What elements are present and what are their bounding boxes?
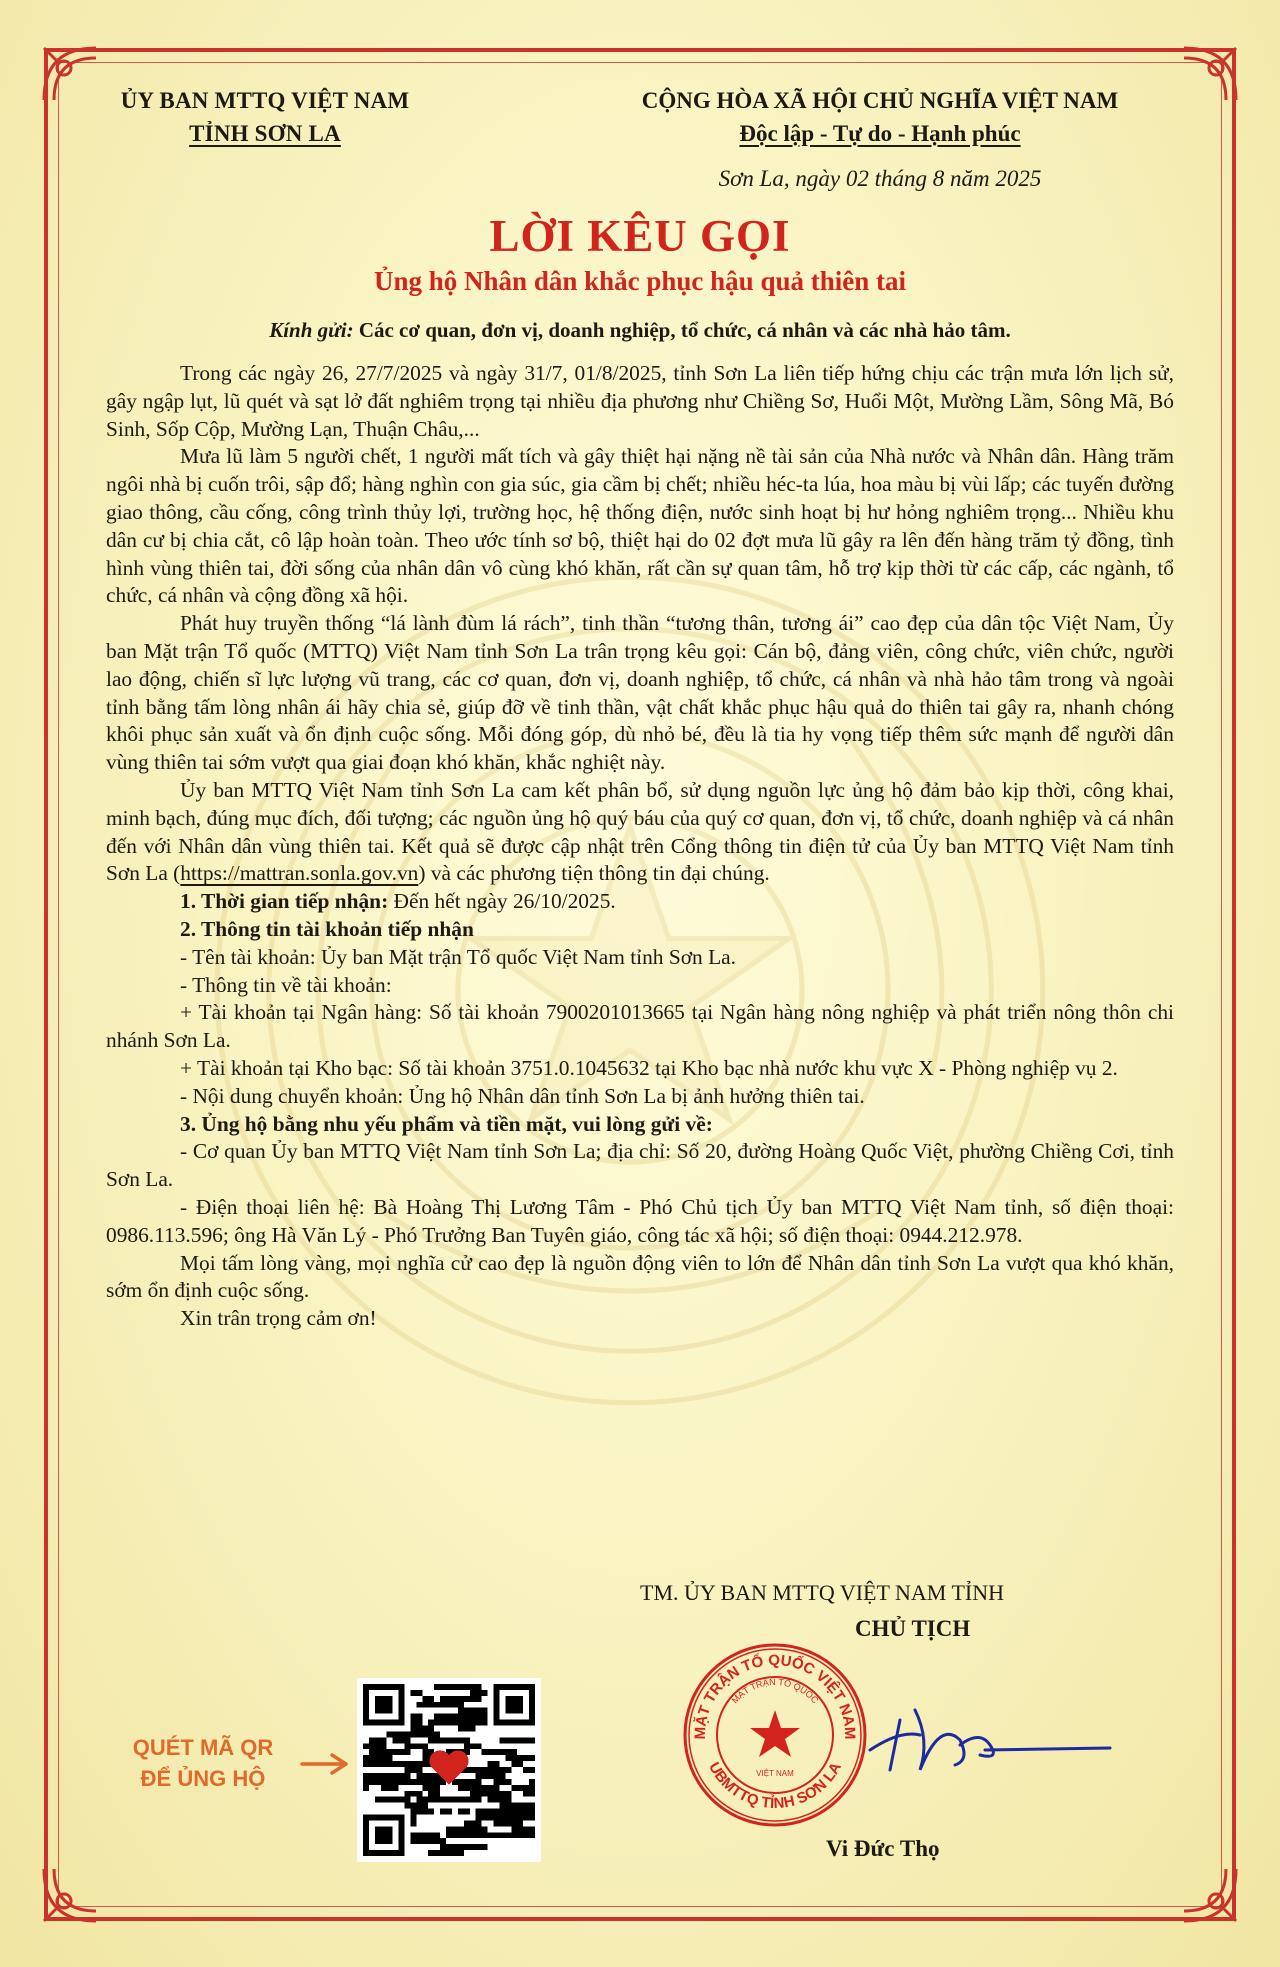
section-3-label: 3. Ủng hộ bằng nhu yếu phẩm và tiền mặt, vui lòng gửi về:	[180, 1111, 713, 1136]
nation-line-1: CỘNG HÒA XÃ HỘI CHỦ NGHĨA VIỆT NAM	[641, 88, 1119, 113]
nation-line-2: Độc lập - Tự do - Hạnh phúc	[739, 121, 1021, 146]
stamp-inner-text: MẶT TRẬN TỔ QUỐC	[729, 1676, 821, 1706]
transfer-content: - Nội dung chuyển khoản: Ủng hộ Nhân dân tỉnh Sơn La bị ảnh hưởng thiên tai.	[180, 1083, 865, 1108]
org-line-1: ỦY BAN MTTQ VIỆT NAM	[120, 88, 410, 113]
qr-label-line-1: QUÉT MÃ QR	[132, 1735, 274, 1760]
qr-label-line-2: ĐỂ ỦNG HỘ	[140, 1766, 266, 1791]
thanks-line: Xin trân trọng cảm ơn!	[180, 1306, 377, 1331]
section-1-text: Đến hết ngày 26/10/2025.	[388, 889, 616, 914]
section-2-heading	[106, 916, 1174, 944]
svg-text:MẶT TRẬN TỔ QUỐC	[730, 1677, 821, 1706]
closing-paragraph: Mọi tấm lòng vàng, mọi nghĩa cử cao đẹp là nguồn động viên to lớn để Nhân dân tỉnh Sơn La vượt qua khó khăn, sớm ổn định cuộc sống.	[106, 1250, 1174, 1303]
account-name: - Tên tài khoản: Ủy ban Mặt trận Tổ quốc Việt Nam tỉnh Sơn La.	[180, 944, 736, 969]
paragraph-3: Phát huy truyền thống “lá lành đùm lá rách”, tinh thần “tương thân, tương ái” cao đẹp của dân tộc Việt Nam, Ủy ban Mặt trận Tổ quốc (MTTQ) Việt Nam tỉnh Sơn La trân trọng kêu gọi: Cán bộ, đảng viên, công chức, viên chức, người lao động, chiến sĩ lực lượng vũ trang, các cơ quan, đơn vị, doanh nghiệp, tổ chức, cá nhân và nhà hảo tâm trong và ngoài tỉnh bằng tấm lòng nhân ái hãy chia sẻ, giúp đỡ về tinh thần, vật chất khắc phục hậu quả do thiên tai gây ra, nhanh chóng khôi phục sản xuất và ổn định cuộc sống. Mỗi đóng góp, dù nhỏ bé, đều là tia hy vọng tiếp thêm sức mạnh để người dân vùng thiên tai sớm vượt qua giai đoạn khó khăn, khắc nghiệt này.	[106, 611, 1174, 775]
recipient-label: Kính gửi:	[269, 318, 354, 342]
website-link[interactable]: https://mattran.sonla.gov.vn	[180, 861, 419, 886]
corner-ornament-icon	[1174, 40, 1244, 110]
org-line-2: TỈNH SƠN LA	[189, 121, 341, 146]
donation-qr-code[interactable]	[357, 1678, 541, 1862]
donation-address: - Cơ quan Ủy ban MTTQ Việt Nam tỉnh Sơn La; địa chỉ: Số 20, đường Hoàng Quốc Việt, phường Chiềng Cơi, tỉnh Sơn La.	[106, 1139, 1174, 1192]
section-3-heading	[106, 1111, 1174, 1139]
document-title: LỜI KÊU GỌI	[489, 211, 791, 261]
section-1	[106, 888, 1174, 916]
bank-account: + Tài khoản tại Ngân hàng: Số tài khoản 7900201013665 tại Ngân hàng nông nghiệp và phát triển nông thôn chi nhánh Sơn La.	[106, 1000, 1174, 1053]
qr-code-icon	[363, 1684, 535, 1856]
stamp-outer-bottom: UBMTTQ TỈNH SƠN LA	[705, 1759, 845, 1813]
document-subtitle: Ủng hộ Nhân dân khắc phục hậu quả thiên tai	[374, 266, 906, 296]
corner-ornament-icon	[36, 1859, 106, 1929]
national-motto	[590, 84, 1170, 150]
qr-label	[108, 1732, 298, 1794]
signature-organization: TM. ỦY BAN MTTQ VIỆT NAM TỈNH	[640, 1580, 1005, 1605]
section-2-label: 2. Thông tin tài khoản tiếp nhận	[180, 916, 474, 941]
official-stamp	[680, 1640, 870, 1830]
star-icon	[750, 1710, 800, 1757]
recipient-text: Các cơ quan, đơn vị, doanh nghiệp, tổ chức, cá nhân và các nhà hảo tâm.	[353, 318, 1011, 342]
document-date: Sơn La, ngày 02 tháng 8 năm 2025	[718, 166, 1042, 191]
stamp-outer-top: MẶT TRẬN TỔ QUỐC VIỆT NAM	[691, 1651, 859, 1740]
contact-phones: - Điện thoại liên hệ: Bà Hoàng Thị Lương Tâm - Phó Chủ tịch Ủy ban MTTQ Việt Nam tỉnh, số điện thoại: 0986.113.596; ông Hà Văn Lý - Phó Trưởng Ban Tuyên giáo, công tác xã hội; số điện thoại: 0944.212.978.	[106, 1194, 1174, 1247]
treasury-account: + Tài khoản tại Kho bạc: Số tài khoản 3751.0.1045632 tại Kho bạc nhà nước khu vực X - Phòng nghiệp vụ 2.	[180, 1055, 1118, 1080]
paragraph-4-text: Ủy ban MTTQ Việt Nam tỉnh Sơn La cam kết phân bổ, sử dụng nguồn lực ủng hộ đảm bảo kịp thời, công khai, minh bạch, đúng mục đích, đối tượng; các nguồn ủng hộ quý báu của quý cơ quan, đơn vị, tổ chức, doanh nghiệp và cá nhân đến với Nhân dân vùng thiên tai. Kết quả sẽ được cập nhật trên Cổng thông tin điện tử của Ủy ban MTTQ Việt Nam tỉnh Sơn La (	[106, 777, 1174, 886]
arrow-right-icon	[300, 1752, 350, 1776]
signature-role: CHỦ TỊCH	[855, 1616, 971, 1641]
corner-ornament-icon	[1174, 1859, 1244, 1929]
paragraph-4-end: ) và các phương tiện thông tin đại chúng.	[418, 861, 770, 886]
handwritten-signature	[860, 1690, 1120, 1780]
section-1-label: 1. Thời gian tiếp nhận:	[180, 889, 389, 914]
paragraph-1: Trong các ngày 26, 27/7/2025 và ngày 31/7, 01/8/2025, tỉnh Sơn La liên tiếp hứng chịu các trận mưa lớn lịch sử, gây ngập lụt, lũ quét và sạt lở đất nghiêm trọng tại nhiều địa phương như Chiềng Sơ, Huổi Một, Mường Lầm, Sông Mã, Bó Sinh, Sốp Cộp, Mường Lạn, Thuận Châu,...	[106, 361, 1174, 441]
paragraph-4	[106, 777, 1174, 888]
signatory-name: Vi Đức Thọ	[826, 1836, 940, 1861]
document-body	[106, 360, 1174, 1333]
stamp-inner-bottom: VIỆT NAM	[756, 1769, 794, 1778]
recipient-line	[0, 318, 1280, 343]
paragraph-2: Mưa lũ làm 5 người chết, 1 người mất tích và gây thiệt hại nặng nề tài sản của Nhà nước và Nhân dân. Hàng trăm ngôi nhà bị cuốn trôi, sập đổ; hàng nghìn con gia súc, gia cầm bị chết; nhiều héc-ta lúa, hoa màu bị vùi lấp; các tuyến đường giao thông, cầu cống, công trình thủy lợi, trường học, hệ thống điện, nước sinh hoạt bị hư hỏng nghiêm trọng... Nhiều khu dân cư bị chia cắt, cô lập hoàn toàn. Theo ước tính sơ bộ, thiệt hại do 02 đợt mưa lũ gây ra lên đến hàng trăm tỷ đồng, tình hình vùng thiên tai, đời sống của nhân dân vô cùng khó khăn, rất cần sự quan tâm, hỗ trợ kịp thời từ các cấp, các ngành, tổ chức, cá nhân và cộng đồng xã hội.	[106, 444, 1174, 608]
issuing-organization	[95, 84, 435, 150]
account-info: - Thông tin về tài khoản:	[180, 972, 392, 997]
